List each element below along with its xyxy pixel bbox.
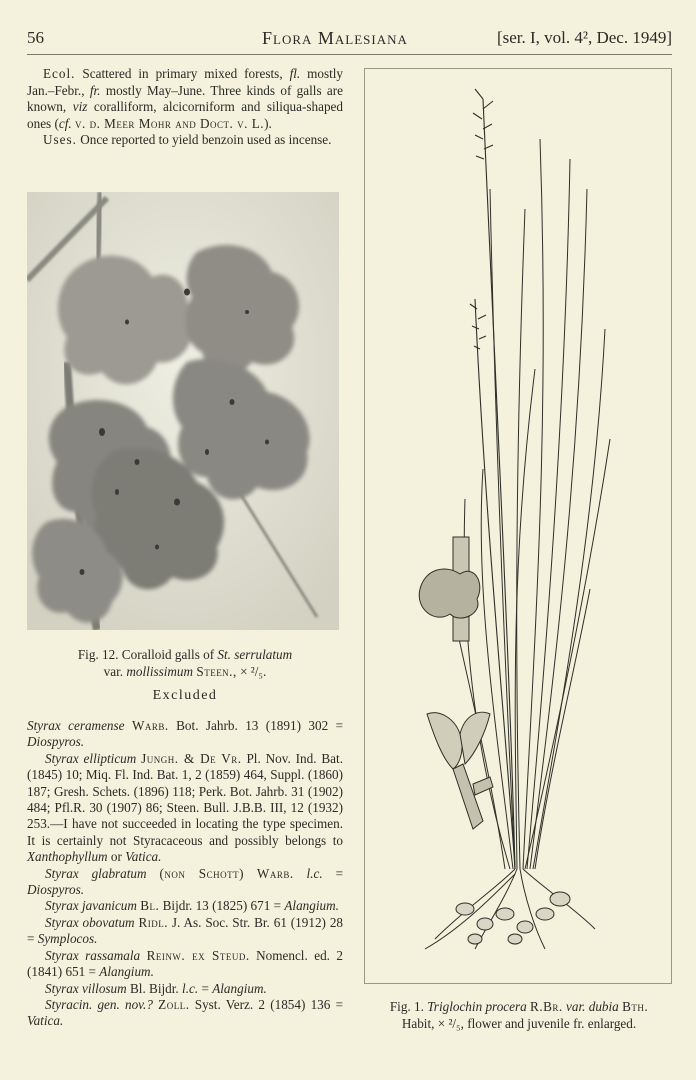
ecology-text-3: mostly May–June. Three kinds of galls are known, [27,82,343,114]
uses-text: Once reported to yield benzoin used as incense. [80,132,332,147]
ecology-end: ). [264,115,272,131]
figure-12-caption [27,646,343,680]
excluded-synonym: Alangium. [99,964,154,980]
excluded-citation: Bijdr. [149,980,179,996]
triglochin-illustration-frame [364,68,672,984]
excluded-name: Styrax obovatum [45,914,135,930]
fig1-prefix: Fig. 1. [389,999,424,1014]
ecology-heading: Ecol. [43,66,76,81]
excluded-synonym: Xanthophyllum [27,849,108,865]
excluded-author: Warb. [256,865,294,881]
excluded-author: Reinw. ex Steud. [146,947,250,963]
excluded-author: Zoll. [158,996,190,1012]
excluded-citation: Bot. Jahrb. 13 (1891) 302 = [176,718,344,733]
excluded-name: Styrax rassamala [45,947,141,963]
page-number: 56 [27,28,44,47]
journal-title: Flora Malesiana [262,28,408,48]
excluded-name: Styrax ceramense [27,718,125,733]
excluded-entry [27,997,343,1030]
excluded-citation-2: = [201,980,209,996]
uses-paragraph [27,132,343,149]
fig12-author: Steen., [196,664,237,679]
excluded-list [27,718,343,1030]
fig1-variety: var. dubia [566,999,619,1014]
excluded-entry [27,866,343,899]
excluded-citation: Bijdr. 13 (1825) 671 = [162,898,282,914]
fig1-author-1: R.Br. [530,999,563,1014]
fig12-taxon: St. serrulatum [217,647,293,662]
ecology-fr: fr. [89,82,101,98]
excluded-citation: Pl. Nov. Ind. Bat. (1845) 10; Miq. Fl. Ind. Bat. 1, 2 (1859) 464, Suppl. (1860) 187; Gresh. Schets. (1896) 118; Perk. Bot. Jahrb. 31 (1902) 484; Pfl.R. 30 (1907) 86; Steen. Bull. J.B.B. III, 12 (1932) 253.—I have not succeeded in locating the type specimen. It is certainly not Styracaceous and possibly belongs to [27,750,343,848]
excluded-author: Jungh. & De Vr. [141,750,242,766]
galls-photo-image [27,192,339,630]
excluded-loc-cit: l.c. [182,980,199,996]
ecology-authors: v. d. Meer Mohr and Doct. v. L. [75,115,265,131]
excluded-synonym: Alangium. [212,980,267,996]
triglochin-illustration [365,69,671,983]
excluded-citation-tail: or [110,849,122,865]
series-info: [ser. I, vol. 4², Dec. 1949] [496,28,672,47]
ecology-text-2: mostly Jan.–Febr., [27,66,344,98]
figure-1-caption [366,998,672,1032]
excluded-citation: J. As. Soc. Str. Br. 61 (1912) 28 = [27,914,344,947]
excluded-name: Styrax glabratum [45,865,147,881]
excluded-entry [27,718,343,751]
fig12-prefix: Fig. 12. Coralloid galls of [77,647,215,662]
running-header [27,28,672,52]
fig12-var-name: mollissimum [126,664,194,679]
excluded-synonym: Diospyros. [27,882,85,898]
excluded-citation: Syst. Verz. 2 (1854) 136 = [194,996,343,1012]
excluded-synonym: Diospyros. [27,734,85,750]
excluded-entry [27,948,343,981]
excluded-synonym: Alangium. [284,898,339,914]
ecology-uses-text [27,66,343,149]
fig1-line-2: Habit, × ²/₅, flower and juvenile fr. enlarged. [401,1016,637,1031]
fig1-taxon: Triglochin procera [427,999,527,1014]
excluded-entry [27,898,343,914]
ecology-cf: cf. [58,115,72,131]
coralloid-galls-photo [27,192,339,630]
fig1-author-2: Bth. [622,999,649,1014]
excluded-author: Warb. [131,718,169,733]
excluded-loc-cit: l.c. [306,865,323,881]
excluded-citation: = [335,865,343,881]
ecology-text-1: Scattered in primary mixed forests, [82,66,283,81]
excluded-entry [27,751,343,866]
ecology-paragraph [27,66,343,132]
excluded-name: Styrax villosum [45,980,127,996]
excluded-name: Styrax ellipticum [45,750,137,766]
excluded-heading: Excluded [152,688,218,703]
excluded-author: Ridl. [138,914,169,930]
fig12-var-prefix: var. [103,664,124,679]
header-rule [27,54,672,55]
excluded-paren-note: (non Schott) [159,865,244,881]
excluded-entry [27,915,343,948]
ecology-text-4: coralliform, alcicorniform and siliqua-shaped ones ( [27,99,344,131]
ecology-fl: fl. [289,66,301,81]
excluded-name: Styrax javanicum [45,898,137,914]
excluded-citation: Nomencl. ed. 2 (1841) 651 = [27,947,343,980]
excluded-author: Bl. [129,980,146,996]
excluded-author: Bl. [140,898,160,914]
fig12-scale: × ²/₅. [240,664,267,679]
uses-heading: Uses. [43,132,77,147]
excluded-synonym: Symplocos. [37,931,98,947]
excluded-synonym: Vatica. [27,1013,64,1029]
ecology-viz: viz [72,99,88,114]
excluded-entry [27,981,343,997]
excluded-synonym-2: Vatica. [125,849,162,865]
excluded-name: Styracin. gen. nov.? [45,996,153,1012]
